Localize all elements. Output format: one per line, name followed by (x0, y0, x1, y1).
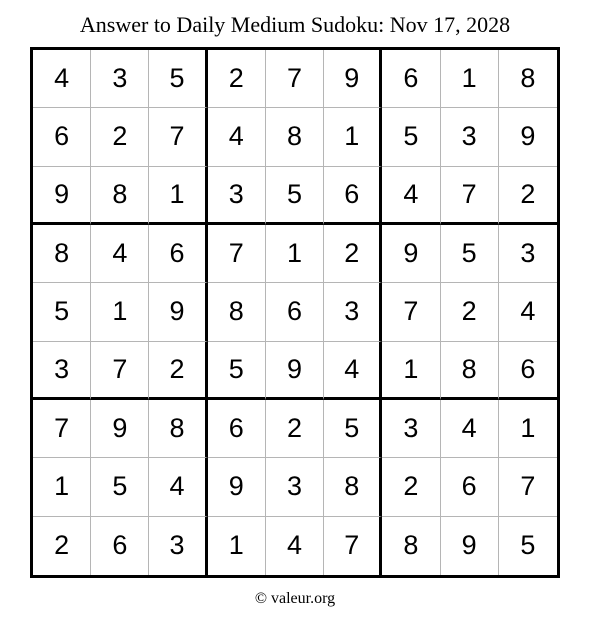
sudoku-cell-r8c7: 2 (382, 458, 440, 516)
sudoku-cell-r5c5: 6 (266, 283, 324, 341)
sudoku-cell-r8c9: 7 (499, 458, 557, 516)
sudoku-cell-r7c4: 6 (208, 400, 266, 458)
sudoku-cell-r4c3: 6 (149, 225, 207, 283)
sudoku-cell-r5c9: 4 (499, 283, 557, 341)
sudoku-cell-r7c2: 9 (91, 400, 149, 458)
sudoku-cell-r9c4: 1 (208, 517, 266, 575)
sudoku-cell-r9c6: 7 (324, 517, 382, 575)
sudoku-cell-r2c7: 5 (382, 108, 440, 166)
sudoku-cell-r8c6: 8 (324, 458, 382, 516)
sudoku-cell-r9c2: 6 (91, 517, 149, 575)
sudoku-cell-r5c3: 9 (149, 283, 207, 341)
sudoku-cell-r4c2: 4 (91, 225, 149, 283)
sudoku-cell-r2c6: 1 (324, 108, 382, 166)
sudoku-cell-r2c1: 6 (33, 108, 91, 166)
sudoku-cell-r1c9: 8 (499, 50, 557, 108)
sudoku-cell-r1c3: 5 (149, 50, 207, 108)
sudoku-cell-r4c8: 5 (441, 225, 499, 283)
sudoku-cell-r7c6: 5 (324, 400, 382, 458)
sudoku-cell-r6c2: 7 (91, 342, 149, 400)
sudoku-cell-r2c5: 8 (266, 108, 324, 166)
sudoku-cell-r3c8: 7 (441, 167, 499, 225)
sudoku-cell-r7c8: 4 (441, 400, 499, 458)
sudoku-cell-r6c9: 6 (499, 342, 557, 400)
sudoku-cell-r4c6: 2 (324, 225, 382, 283)
sudoku-cell-r4c7: 9 (382, 225, 440, 283)
sudoku-cell-r3c5: 5 (266, 167, 324, 225)
sudoku-cell-r5c6: 3 (324, 283, 382, 341)
sudoku-cell-r3c2: 8 (91, 167, 149, 225)
page-title: Answer to Daily Medium Sudoku: Nov 17, 2028 (79, 12, 511, 37)
sudoku-cell-r1c8: 1 (441, 50, 499, 108)
sudoku-cell-r1c7: 6 (382, 50, 440, 108)
sudoku-cell-r8c4: 9 (208, 458, 266, 516)
sudoku-cell-r5c8: 2 (441, 283, 499, 341)
sudoku-board (30, 47, 560, 578)
sudoku-cell-r2c8: 3 (441, 108, 499, 166)
sudoku-cell-r1c2: 3 (91, 50, 149, 108)
sudoku-cell-r9c8: 9 (441, 517, 499, 575)
sudoku-cell-r2c3: 7 (149, 108, 207, 166)
sudoku-cell-r3c1: 9 (33, 167, 91, 225)
sudoku-cell-r4c4: 7 (208, 225, 266, 283)
sudoku-cell-r3c4: 3 (208, 167, 266, 225)
sudoku-cell-r5c7: 7 (382, 283, 440, 341)
sudoku-cell-r7c9: 1 (499, 400, 557, 458)
sudoku-cell-r4c5: 1 (266, 225, 324, 283)
copyright-footer: © valeur.org (254, 590, 336, 607)
sudoku-cell-r1c6: 9 (324, 50, 382, 108)
sudoku-cell-r9c3: 3 (149, 517, 207, 575)
sudoku-cell-r6c1: 3 (33, 342, 91, 400)
sudoku-cell-r9c5: 4 (266, 517, 324, 575)
sudoku-cell-r8c5: 3 (266, 458, 324, 516)
sudoku-cell-r3c6: 6 (324, 167, 382, 225)
sudoku-cell-r6c4: 5 (208, 342, 266, 400)
sudoku-cell-r3c3: 1 (149, 167, 207, 225)
sudoku-cell-r9c9: 5 (520, 530, 536, 561)
sudoku-cell-r1c4: 2 (208, 50, 266, 108)
sudoku-cell-r6c8: 8 (441, 342, 499, 400)
sudoku-cell-r5c1: 5 (33, 283, 91, 341)
sudoku-cell-r6c6: 4 (324, 342, 382, 400)
sudoku-cell-r6c7: 1 (382, 342, 440, 400)
sudoku-cell-r1c1: 4 (33, 50, 91, 108)
sudoku-cell-r6c5: 9 (266, 342, 324, 400)
sudoku-cell-r1c5: 7 (266, 50, 324, 108)
sudoku-cell-r7c3: 8 (149, 400, 207, 458)
sudoku-cell-r2c9: 9 (499, 108, 557, 166)
sudoku-cell-r9c1: 2 (33, 517, 91, 575)
sudoku-cell-r8c1: 1 (33, 458, 91, 516)
sudoku-cell-r2c2: 2 (91, 108, 149, 166)
sudoku-cell-r8c3: 4 (149, 458, 207, 516)
sudoku-cell-r7c5: 2 (266, 400, 324, 458)
sudoku-cell-r4c9: 3 (499, 225, 557, 283)
sudoku-cell-r7c1: 7 (33, 400, 91, 458)
sudoku-cell-r6c3: 2 (149, 342, 207, 400)
sudoku-cell-r7c7: 3 (382, 400, 440, 458)
sudoku-cell-r8c8: 6 (441, 458, 499, 516)
sudoku-cell-r3c7: 4 (382, 167, 440, 225)
sudoku-cell-r8c2: 5 (91, 458, 149, 516)
sudoku-cell-r3c9: 2 (499, 167, 557, 225)
sudoku-cell-r2c4: 4 (208, 108, 266, 166)
sudoku-cell-r4c1: 8 (33, 225, 91, 283)
sudoku-cell-r5c2: 1 (91, 283, 149, 341)
sudoku-cell-r9c7: 8 (382, 517, 440, 575)
sudoku-cell-r5c4: 8 (208, 283, 266, 341)
